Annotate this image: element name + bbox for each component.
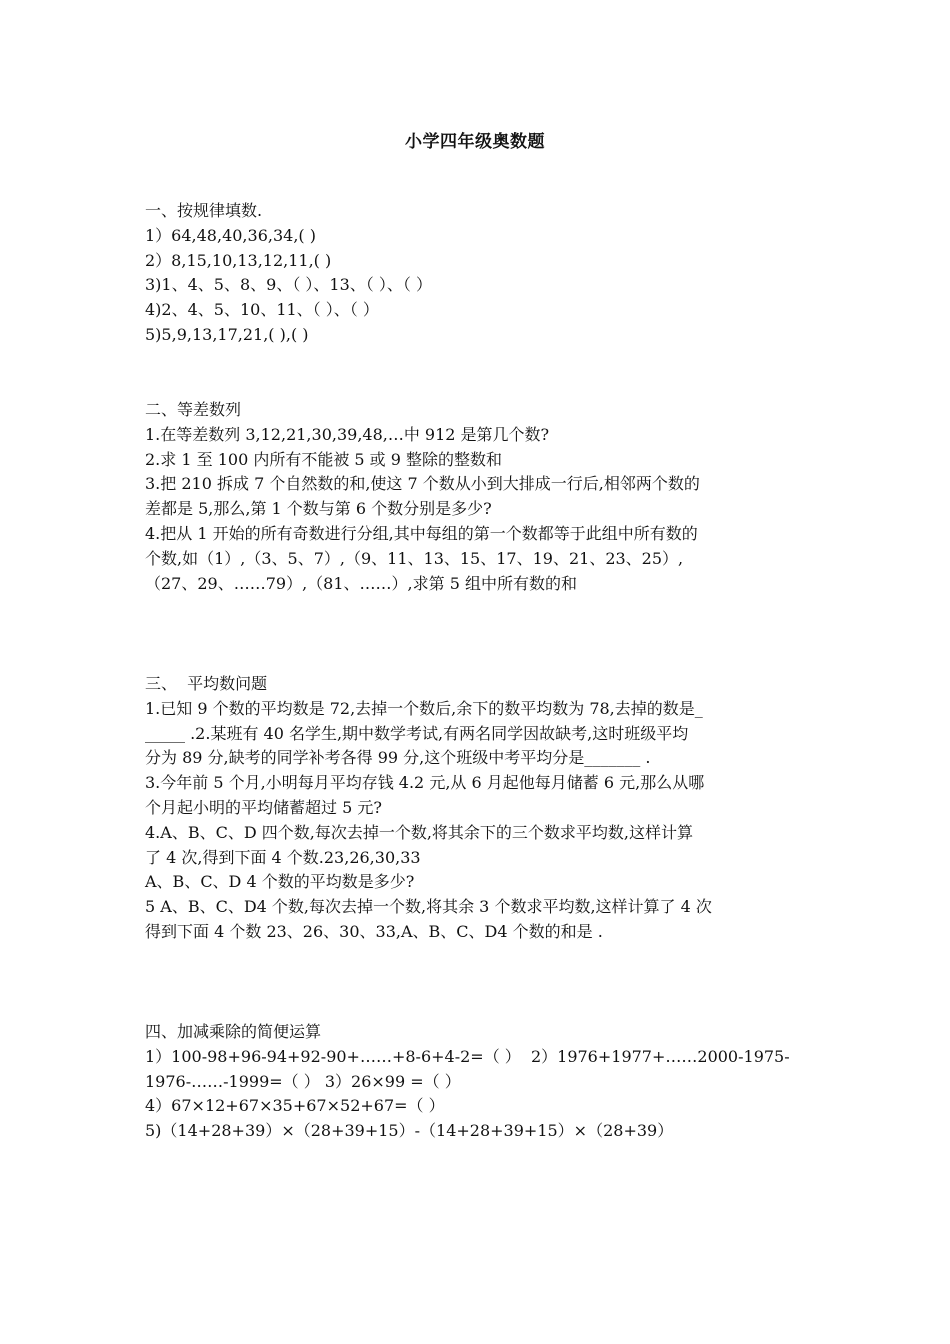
question-line: 4.把从 1 开始的所有奇数进行分组,其中每组的第一个数都等于此组中所有数的: [145, 523, 698, 543]
page-title: 小学四年级奥数题: [405, 132, 545, 152]
section-heading: 四、加减乘除的简便运算: [145, 1022, 322, 1041]
section-simplified-operations: [145, 1020, 815, 1144]
question-line: 4）67×12+67×35+67×52+67=（ ）: [145, 1096, 445, 1116]
question-line: 1.已知 9 个数的平均数是 72,去掉一个数后,余下的数平均数为 78,去掉的数是_: [145, 698, 703, 718]
question-line: 3.把 210 拆成 7 个自然数的和,使这 7 个数从小到大排成一行后,相邻两个数的: [145, 474, 700, 494]
question-line: 1）64,48,40,36,34,( ): [145, 225, 316, 245]
question-line: 1976-……-1999=（ ） 3）26×99 =（ ）: [145, 1071, 461, 1091]
question-line: 2.求 1 至 100 内所有不能被 5 或 9 整除的整数和: [145, 449, 503, 469]
question-line: _____ .2.某班有 40 名学生,期中数学考试,有两名同学因故缺考,这时班级平均: [145, 723, 689, 743]
question-line: 4)2、4、5、10、11、（ ）、（ ）: [145, 300, 379, 320]
section-pattern-fill: [145, 199, 815, 348]
question-line: 4.A、B、C、D 四个数,每次去掉一个数,将其余下的三个数求平均数,这样计算: [145, 822, 693, 842]
question-line: 了 4 次,得到下面 4 个数.23,26,30,33: [145, 847, 421, 867]
question-line: A、B、C、D 4 个数的平均数是多少?: [145, 872, 415, 892]
question-line: 3.今年前 5 个月,小明每月平均存钱 4.2 元,从 6 月起他每月储蓄 6 元,那么从哪: [145, 773, 705, 793]
question-line: 差都是 5,那么,第 1 个数与第 6 个数分别是多少?: [145, 499, 492, 519]
section-heading: 二、等差数列: [145, 400, 242, 419]
question-line: 5)（14+28+39）×（28+39+15）-（14+28+39+15）×（28+39）: [145, 1121, 674, 1141]
section-arithmetic-sequence: [145, 398, 815, 596]
question-line: 1.在等差数列 3,12,21,30,39,48,…中 912 是第几个数?: [145, 424, 550, 444]
question-line: 个月起小明的平均储蓄超过 5 元?: [145, 797, 382, 817]
question-line: 2）8,15,10,13,12,11,( ): [145, 250, 332, 270]
question-line: 分为 89 分,缺考的同学补考各得 99 分,这个班级中考平均分是_______ .: [145, 748, 651, 768]
section-heading: 三、 平均数问题: [145, 674, 268, 693]
section-heading: 一、按规律填数.: [145, 201, 263, 220]
question-line: 得到下面 4 个数 23、26、30、33,A、B、C、D4 个数的和是 .: [145, 921, 603, 941]
question-line: 5)5,9,13,17,21,( ),( ): [145, 324, 309, 344]
question-line: （27、29、……79）,（81、……）,求第 5 组中所有数的和: [145, 573, 577, 593]
question-line: 3)1、4、5、8、9、（ ）、13、（ ）、（ ）: [145, 275, 432, 295]
question-line: 个数,如（1）,（3、5、7）,（9、11、13、15、17、19、21、23、25）,: [145, 548, 684, 568]
question-line: 5 A、B、C、D4 个数,每次去掉一个数,将其余 3 个数求平均数,这样计算了 4 次: [145, 897, 712, 917]
question-line: 1）100-98+96-94+92-90+……+8-6+4-2=（ ） 2）1976+1977+……2000-1975-: [145, 1046, 790, 1066]
section-average-problems: [145, 672, 815, 945]
